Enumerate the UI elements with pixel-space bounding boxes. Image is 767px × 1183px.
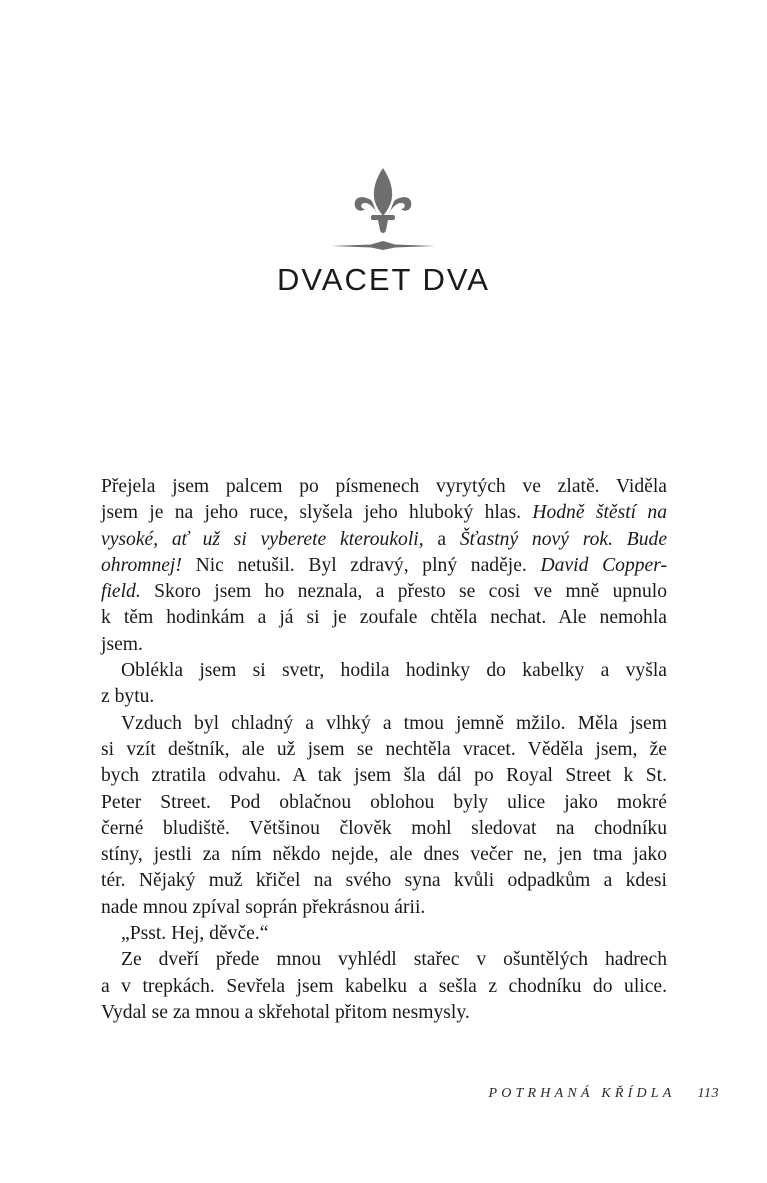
text-line xyxy=(101,947,667,973)
text-run: a v trepkách. Sevřela jsem kabelku a sešla z chodníku do ulice. xyxy=(101,975,667,997)
text-run: jsem. xyxy=(101,633,143,655)
text-line xyxy=(101,737,667,763)
text-run: nade mnou zpíval soprán překrásnou árii. xyxy=(101,896,426,918)
fleur-band xyxy=(371,215,395,220)
text-line xyxy=(101,816,667,842)
chapter-body-text xyxy=(101,474,667,1026)
text-line xyxy=(101,921,667,947)
text-run: černé bludiště. Většinou člověk mohl sledovat na chodníku xyxy=(101,817,667,839)
text-line xyxy=(101,763,667,789)
text-run: Ze dveří přede mnou vyhlédl stařec v ošuntělých hadrech xyxy=(121,949,667,971)
text-line xyxy=(101,974,667,1000)
text-line xyxy=(101,579,667,605)
text-run: Přejela jsem palcem po písmenech vyrytých ve zlatě. Viděla xyxy=(101,476,667,497)
italic-text: field. xyxy=(101,581,141,603)
text-run: a xyxy=(423,528,460,550)
text-line xyxy=(101,553,667,579)
text-run: Oblékla jsem si svetr, hodila hodinky do kabelky a vyšla xyxy=(121,660,667,682)
text-run: Skoro jsem ho neznala, a přesto se cosi ve mně upnulo xyxy=(140,581,667,603)
text-line xyxy=(101,500,667,526)
page-number: 113 xyxy=(697,1086,719,1101)
text-run: k těm hodinkám a já si je zoufale chtěla nechat. Ale nemohla xyxy=(101,607,667,629)
fleur-central-petal xyxy=(374,168,392,216)
chapter-title: DVACET DVA xyxy=(277,262,490,297)
fleur-de-lis-icon xyxy=(331,164,435,254)
text-run: si vzít deštník, ale už jsem se nechtěla vracet. Věděla jsem, že xyxy=(101,738,667,760)
paragraph xyxy=(101,947,667,1026)
italic-text: Šťastný nový rok. Bude xyxy=(459,528,668,550)
text-line xyxy=(101,527,667,553)
text-run: bych ztratila odvahu. A tak jsem šla dál po Royal Street k St. xyxy=(101,765,667,787)
text-line xyxy=(101,1000,667,1026)
text-line xyxy=(101,711,667,737)
paragraph xyxy=(101,474,667,658)
ornament-rule xyxy=(331,241,435,250)
paragraph xyxy=(101,711,667,921)
text-line xyxy=(101,632,667,658)
italic-text: David Copper- xyxy=(540,554,667,576)
text-line xyxy=(101,684,667,710)
page-footer xyxy=(488,1086,719,1102)
text-run: Peter Street. Pod oblačnou oblohou byly ulice jako mokré xyxy=(101,791,667,813)
text-line xyxy=(101,658,667,684)
text-run: tér. Nějaký muž křičel na svého syna kvůli odpadkům a kdesi xyxy=(101,870,667,892)
text-line xyxy=(101,474,667,500)
paragraph xyxy=(101,921,667,947)
text-run: Vzduch byl chladný a vlhký a tmou jemně mžilo. Měla jsem xyxy=(121,712,667,734)
text-line xyxy=(101,842,667,868)
text-line xyxy=(101,895,667,921)
text-run: z bytu. xyxy=(101,686,155,708)
running-title: POTRHANÁ KŘÍDLA xyxy=(488,1086,676,1101)
paragraph xyxy=(101,658,667,711)
text-run: Nic netušil. Byl zdravý, plný naděje. xyxy=(181,554,541,576)
text-run: jsem je na jeho ruce, slyšela jeho hluboký hlas. xyxy=(101,502,533,524)
text-line xyxy=(101,605,667,631)
text-line xyxy=(101,790,667,816)
italic-text: vysoké, ať už si vyberete kteroukoli, xyxy=(101,528,424,550)
italic-text: Hodně štěstí na xyxy=(532,502,667,524)
italic-text: ohromnej! xyxy=(101,554,182,576)
text-run: Vydal se za mnou a skřehotal přitom nesmysly. xyxy=(101,1001,470,1023)
text-line xyxy=(101,868,667,894)
fleur-stem xyxy=(378,220,388,233)
text-run: „Psst. Hej, děvče.“ xyxy=(121,923,269,945)
text-run: stíny, jestli za ním někdo nejde, ale dnes večer ne, jen tma jako xyxy=(101,844,667,866)
